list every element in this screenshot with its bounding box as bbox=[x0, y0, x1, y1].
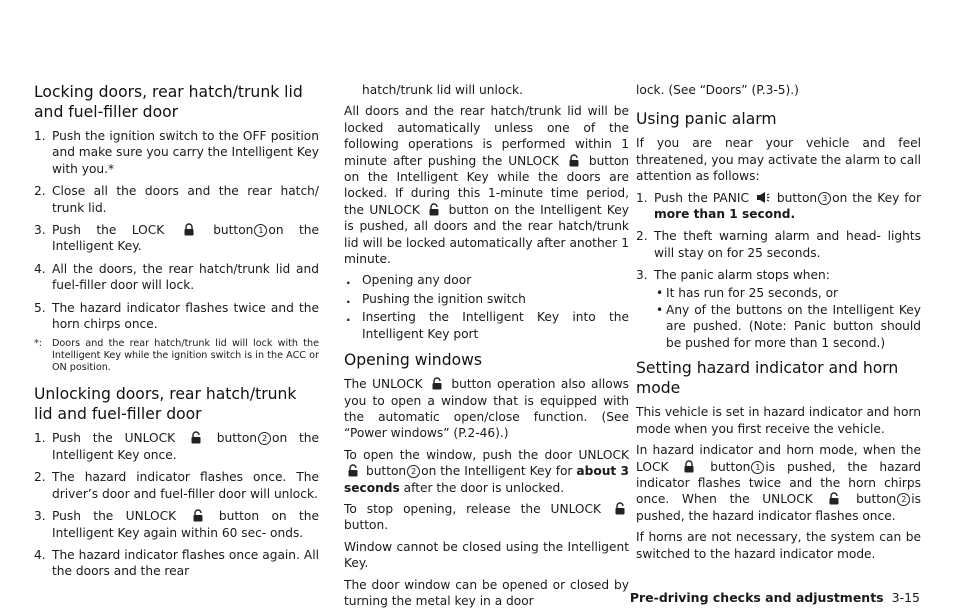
hazard-paragraph-3: If horns are not necessary, the system can be switched to the hazard indicator mode. bbox=[636, 530, 921, 561]
lock-open-icon bbox=[346, 464, 360, 477]
list-item: • It has run for 25 seconds, or bbox=[656, 285, 839, 300]
callout-3-icon: 3 bbox=[818, 192, 831, 205]
panic-step-2: 2. The theft warning alarm and head- lights will stay on for 25 seconds. bbox=[636, 229, 921, 260]
hazard-paragraph-2: In hazard indicator and horn mode, when the LOCK button 1 is pushed, the hazard indicator flashes twice and the horn chirps once. When the UNLOCK button 2 is pushed, the hazard indicator flashes once. bbox=[636, 443, 922, 523]
column-3 bbox=[636, 82, 921, 567]
callout-1-icon: 1 bbox=[254, 224, 267, 237]
lock-step-5: 5. The hazard indicator flashes twice and the horn chirps once. bbox=[34, 300, 319, 332]
callout-2-icon: 2 bbox=[897, 493, 910, 506]
panic-step-3: 3. The panic alarm stops when: bbox=[636, 268, 830, 283]
lock-open-icon bbox=[191, 509, 205, 522]
list-item: . Pushing the ignition switch bbox=[346, 291, 526, 306]
horn-icon bbox=[756, 191, 770, 204]
page-number: 3-15 bbox=[891, 590, 920, 605]
lock-closed-icon bbox=[182, 223, 196, 236]
section-title: Pre-driving checks and adjustments bbox=[629, 590, 884, 605]
lock-open-icon bbox=[430, 377, 444, 390]
list-item: . Opening any door bbox=[346, 273, 472, 288]
metal-key-paragraph: The door window can be opened or closed by turning the metal key in a door bbox=[344, 577, 629, 608]
windows-paragraph: The UNLOCK button operation also allows you to open a window that is equipped with the automatic open/close function. (See “Power windows” (P.2-46).) bbox=[344, 377, 630, 441]
auto-relock-paragraph: All doors and the rear hatch/trunk lid will be locked automatically unless one of the following operations is performed within 1 minute after pushing the UNLOCK button on the Intelligent Key while the doors are locked. If during this 1-minute time period, the UNLOCK button on the Intelligent Key is pushed, all doors and the rear hatch/trunk lid will be locked automatically after another 1 minute. bbox=[344, 104, 630, 267]
lock-open-icon bbox=[613, 502, 627, 515]
column-2 bbox=[344, 82, 629, 614]
column-1 bbox=[34, 82, 319, 586]
unlock-step-1: 1. Push the UNLOCK button 2 on the Intelligent Key once. bbox=[34, 431, 320, 462]
unlock-step-4: 4. The hazard indicator flashes once again. All the doors and the rear bbox=[34, 547, 319, 579]
list-item: . Inserting the Intelligent Key into the Intelligent Key port bbox=[346, 310, 629, 341]
callout-1-icon: 1 bbox=[751, 461, 764, 474]
heading-hazard-horn-mode: Setting hazard indicator and horn mode bbox=[636, 359, 899, 398]
lock-open-icon bbox=[567, 154, 581, 167]
lock-open-icon bbox=[827, 492, 841, 505]
callout-2-icon: 2 bbox=[258, 432, 271, 445]
callout-2-icon: 2 bbox=[407, 465, 420, 478]
open-window-paragraph: To open the window, push the door UNLOCK button 2 on the Intelligent Key for about 3 seconds after the door is unlocked. bbox=[344, 447, 630, 495]
heading-opening-windows: Opening windows bbox=[344, 351, 483, 370]
heading-panic-alarm: Using panic alarm bbox=[636, 110, 777, 129]
lock-closed-icon bbox=[682, 460, 696, 473]
continued-text: hatch/trunk lid will unlock. bbox=[362, 83, 523, 97]
footnote: *: Doors and the rear hatch/trunk lid will lock with the Intelligent Key while the ignition switch is in the ACC or ON position. bbox=[34, 338, 319, 374]
close-window-paragraph: Window cannot be closed using the Intelligent Key. bbox=[344, 539, 629, 571]
lock-step-3: 3. Push the LOCK button 1 on the Intelligent Key. bbox=[34, 223, 320, 254]
hazard-paragraph-1: This vehicle is set in hazard indicator and horn mode when you first receive the vehicle. bbox=[636, 405, 921, 436]
panic-step-1: 1. Push the PANIC button 3 on the Key for more than 1 second. bbox=[636, 190, 922, 222]
lock-open-icon bbox=[427, 203, 441, 216]
lock-step-4: 4. All the doors, the rear hatch/trunk lid and fuel-filler door will lock. bbox=[34, 261, 319, 293]
stop-opening-paragraph: To stop opening, release the UNLOCK button. bbox=[344, 501, 629, 534]
unlock-step-3: 3. Push the UNLOCK button on the Intelligent Key again within 60 sec- onds. bbox=[34, 509, 320, 540]
lock-open-icon bbox=[189, 431, 203, 444]
page-footer bbox=[630, 590, 920, 605]
unlock-step-2: 2. The hazard indicator flashes once. The driver’s door and fuel-filler door will unlock. bbox=[34, 470, 319, 501]
panic-paragraph: If you are near your vehicle and feel threatened, you may activate the alarm to call attention as follows: bbox=[636, 136, 921, 184]
heading-unlocking: Unlocking doors, rear hatch/trunk lid and fuel-filler door bbox=[34, 385, 297, 424]
lock-step-1: 1. Push the ignition switch to the OFF position and make sure you carry the Intelligent Key with you.* bbox=[34, 129, 319, 176]
continued-text: lock. (See “Doors” (P.3-5).) bbox=[636, 83, 799, 97]
lock-step-2: 2. Close all the doors and the rear hatch/ trunk lid. bbox=[34, 184, 319, 215]
list-item: • Any of the buttons on the Intelligent Key are pushed. (Note: Panic button should be pushed for more than 1 second.) bbox=[656, 303, 921, 350]
heading-locking: Locking doors, rear hatch/trunk lid and fuel-filler door bbox=[34, 83, 303, 121]
